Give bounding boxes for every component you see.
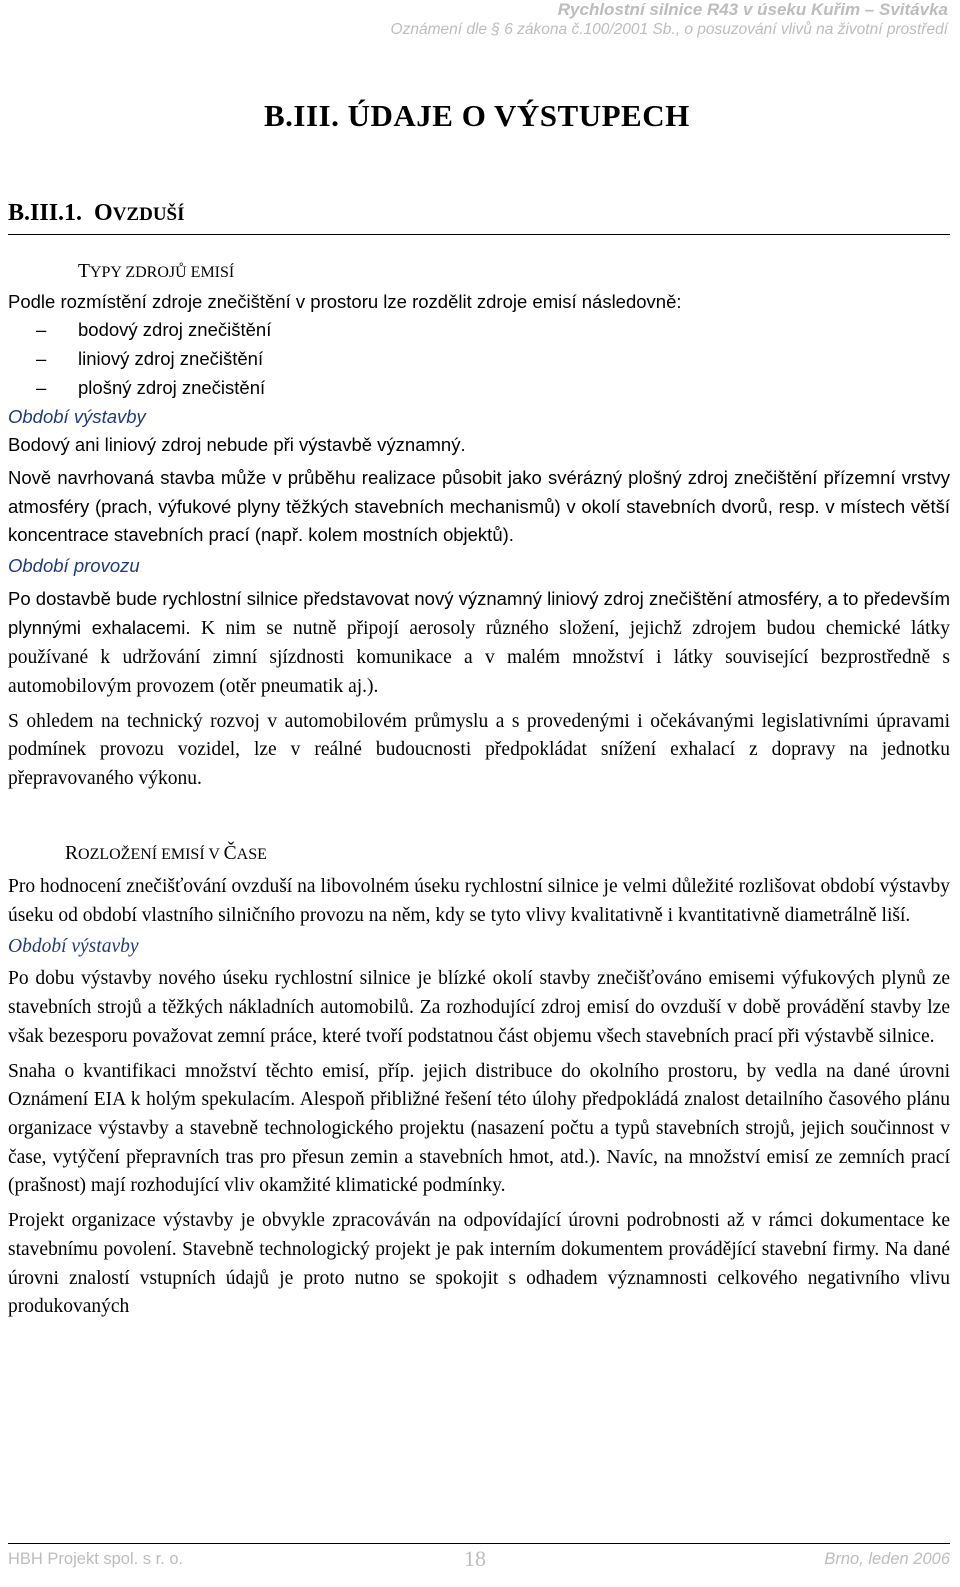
subheading-initial: R bbox=[65, 842, 79, 864]
list-item-text: plošný zdroj znečistění bbox=[78, 376, 266, 398]
document-body bbox=[8, 258, 950, 1322]
paragraph: Pro hodnocení znečišťování ovzduší na libovolném úseku rychlostní silnice je velmi důležité rozlišovat období výstavby úseku od období vlastního silničního provozu na něm, kdy se tyto vlivy kvalitativně i kvantitativně diametrálně liší. bbox=[8, 876, 950, 927]
paragraph-part: Po dostavbě bude rychlostní silnice představovat nový významný liniový zdroj znečištění atmosféry, a to především plynnými exhalacemi. bbox=[8, 587, 950, 639]
intro-paragraph: Podle rozmístění zdroje znečištění v prostoru lze rozdělit zdroje emisí následovně: bbox=[8, 290, 682, 312]
dash-bullet: – bbox=[36, 348, 47, 370]
period-label-operation: Období provozu bbox=[8, 555, 140, 577]
footer-date: Brno, leden 2006 bbox=[824, 1550, 950, 1568]
period-label-construction: Období výstavby bbox=[8, 935, 139, 957]
subheading-rest: YPY ZDROJŮ EMISÍ bbox=[89, 264, 235, 281]
paragraph-part: K nim se nutně připojí aerosoly různého složení, jejichž zdrojem budou chemické látky používané k udržování zimní sjízdnosti komunikace a v malém množství i látky související bezprostředně s automobilovým provozem (otěr pneumatik aj.). bbox=[8, 618, 950, 697]
subheading-emission-sources bbox=[8, 258, 950, 288]
subheading-initial: T bbox=[78, 261, 90, 282]
dash-bullet: – bbox=[36, 319, 47, 341]
list-item-text: liniový zdroj znečištění bbox=[78, 348, 264, 370]
list-item bbox=[8, 316, 950, 345]
paragraph: Snaha o kvantifikaci množství těchto emisí, příp. jejich distribuce do okolního prostoru, by vedla na dané úrovni Oznámení EIA k holým spekulacím. Alespoň přibližné řešení této úlohy předpokládá znalost detailního časového plánu organizace výstavby a stavebně technologického projektu (nasazení počtu a typů stavebních strojů, jejich součinnost v čase, vytýčení přepravních tras pro přesun zemin a stavebních hmot, atd.). Navíc, na množství emisí ze zemních prací (prašnost) mají rozhodující vliv okamžité klimatické podmínky. bbox=[8, 1060, 950, 1197]
paragraph: Projekt organizace výstavby je obvykle zpracováván na odpovídající úrovni podrobnosti až v rámci dokumentace ke stavebnímu povolení. Stavebně technologický projekt je pak interním dokumentem provádějící stavební firmy. Na dané úrovni znalostí vstupních údajů je proto nutno se spokojit s odhadem významnosti celkového negativního vlivu produkovaných bbox=[8, 1210, 950, 1318]
source-type-list bbox=[8, 316, 950, 402]
subheading-initial: Č bbox=[223, 842, 237, 864]
subheading-rest: OZLOŽENÍ EMISÍ V bbox=[78, 845, 224, 863]
period-label-construction: Období výstavby bbox=[8, 405, 146, 427]
paragraph bbox=[8, 585, 950, 702]
subheading-emission-timing bbox=[8, 840, 950, 870]
paragraph: Po dobu výstavby nového úseku rychlostní silnice je blízké okolí stavby znečišťováno emisemi výfukových plynů ze stavebních strojů a těžkých nákladních automobilů. Za rozhodující zdroj emisí do ovzduší v době provádění stavby lze však bezesporu považovat zemní práce, které tvoří podstatnou část objemu všech stavebních prací při výstavbě silnice. bbox=[8, 968, 950, 1047]
section-title-rest: VZDUŠÍ bbox=[112, 204, 185, 225]
list-item-text: bodový zdroj znečištění bbox=[78, 319, 272, 341]
footer-company: HBH Projekt spol. s r. o. bbox=[8, 1550, 184, 1568]
page-header bbox=[391, 0, 948, 40]
section-number: B.III.1. bbox=[8, 200, 83, 226]
subheading-rest: ASE bbox=[236, 845, 267, 863]
section-title-initial: O bbox=[94, 200, 113, 226]
paragraph: Nově navrhovaná stavba může v průběhu realizace působit jako svérázný plošný zdroj znečištění přízemní vrstvy atmosféry (prach, výfukové plyny těžkých stavebních mechanismů) v okolí stavebních dvorů, resp. v místech větší koncentrace stavebních prací (např. kolem mostních objektů). bbox=[8, 466, 950, 546]
header-document-subtitle: Oznámení dle § 6 zákona č.100/2001 Sb., o posuzování vlivů na životní prostředí bbox=[390, 21, 948, 38]
page-footer bbox=[8, 1543, 950, 1574]
list-item bbox=[8, 345, 950, 374]
page-number: 18 bbox=[464, 1546, 486, 1571]
section-heading bbox=[8, 198, 950, 235]
paragraph: Bodový ani liniový zdroj nebude při výstavbě významný. bbox=[8, 434, 466, 456]
paragraph: S ohledem na technický rozvoj v automobilovém průmyslu a s provedenými i očekávanými legislativními úpravami podmínek provozu vozidel, lze v reálné budoucnosti předpokládat snížení exhalací z dopravy na jednotku přepravovaného výkonu. bbox=[8, 710, 950, 789]
list-item bbox=[8, 374, 950, 403]
chapter-title: B.III. ÚDAJE O VÝSTUPECH bbox=[264, 98, 690, 133]
dash-bullet: – bbox=[36, 376, 47, 398]
header-project-title: Rychlostní silnice R43 v úseku Kuřim – Svitávka bbox=[557, 0, 948, 19]
